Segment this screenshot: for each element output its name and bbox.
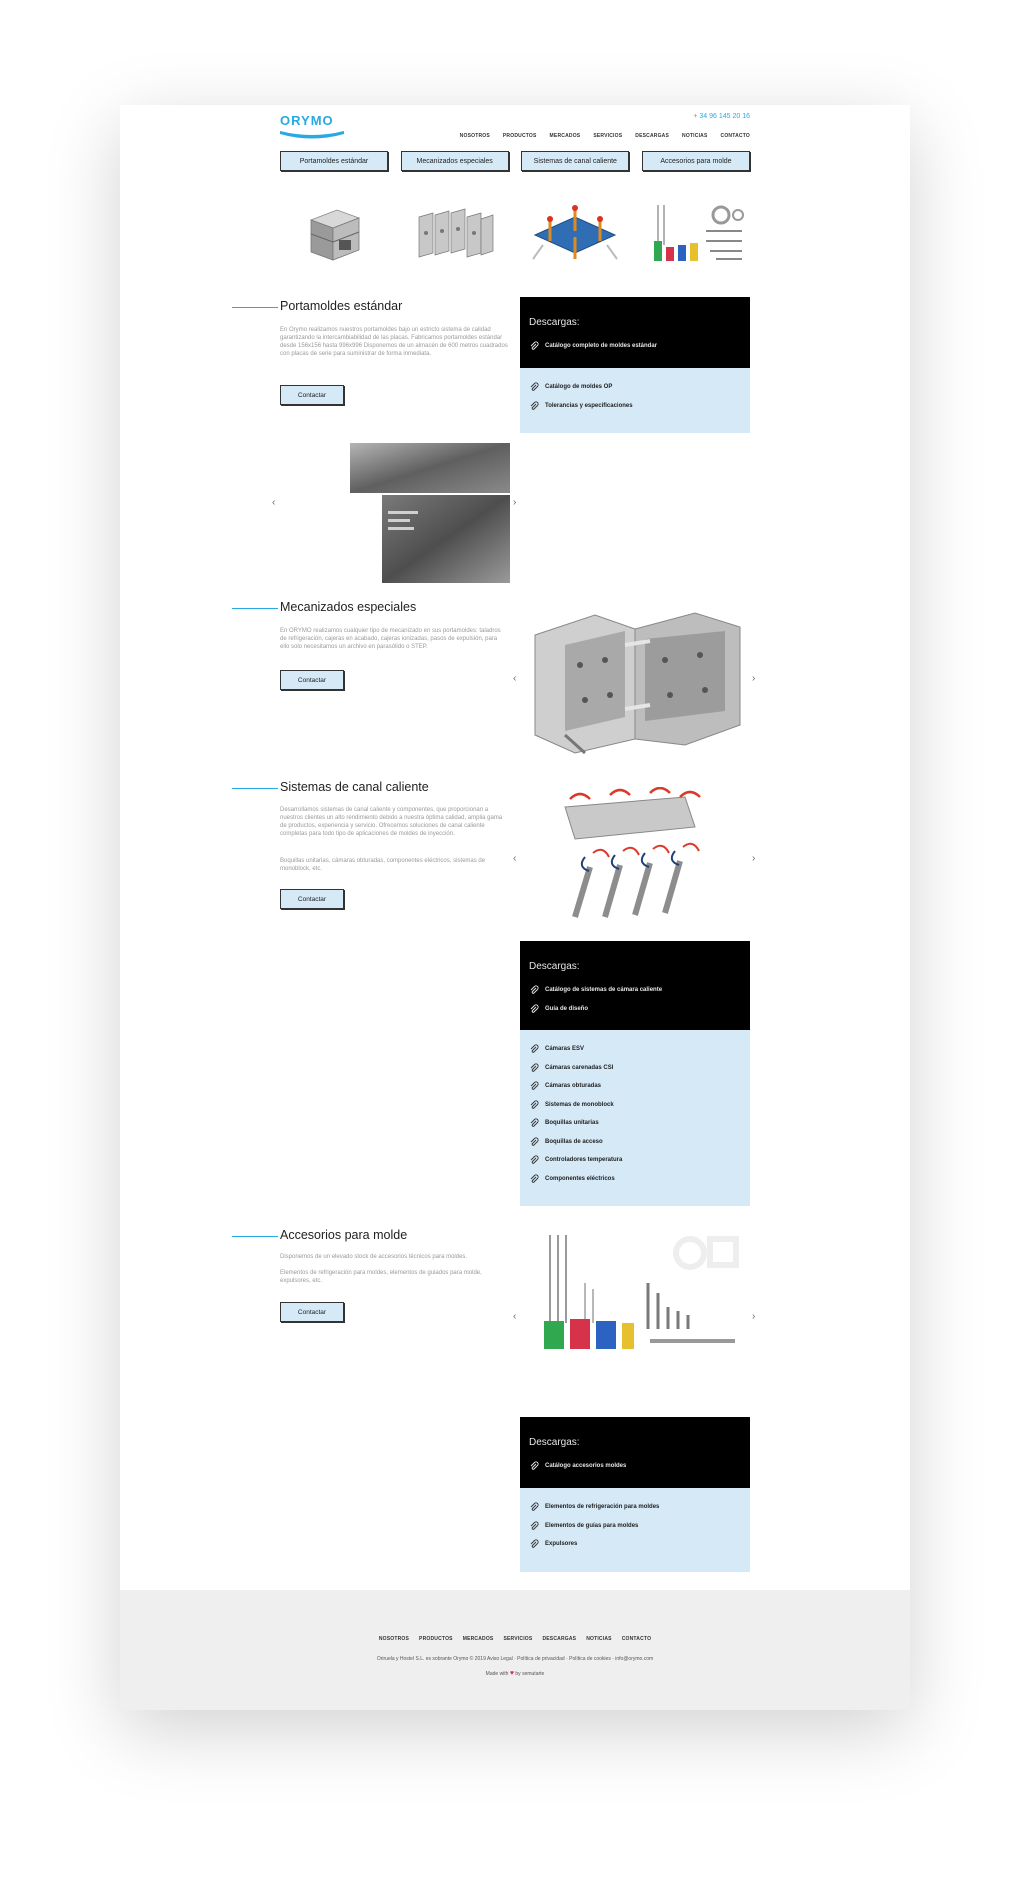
open-mold-image bbox=[525, 605, 750, 755]
downloads-box-portamoldes bbox=[520, 297, 750, 433]
category-button-accesorios[interactable]: Accesorios para molde bbox=[642, 151, 750, 171]
paperclip-icon bbox=[529, 382, 539, 392]
nav-servicios[interactable]: SERVICIOS bbox=[593, 133, 623, 139]
download-link[interactable]: Expulsores bbox=[529, 1535, 740, 1554]
hot-runner-icon[interactable] bbox=[521, 193, 629, 273]
paperclip-icon bbox=[529, 1174, 539, 1184]
contact-button-mecanizados[interactable]: Contactar bbox=[280, 670, 344, 690]
section-text-canal: Desarrollamos sistemas de canal caliente y componentes, que proporcionan a nuestros clientes un alto rendimiento debido a nuestra óptima calidad, amplia gama de productos, experiencia y servicio. Ofrecemos soluciones de canal caliente completas para todo tipo de aplicaciones de moldes de inyección. bbox=[280, 807, 503, 837]
contact-button-portamoldes[interactable]: Contactar bbox=[280, 385, 344, 405]
steel-plate-image bbox=[350, 443, 510, 583]
made-with-text: Made with bbox=[485, 1671, 509, 1677]
accessories-image bbox=[530, 1233, 745, 1353]
category-buttons bbox=[280, 151, 750, 171]
category-images bbox=[280, 193, 750, 273]
nav-contacto[interactable]: CONTACTO bbox=[720, 133, 750, 139]
paperclip-icon bbox=[529, 1063, 539, 1073]
footer-credits bbox=[120, 1670, 910, 1677]
footer-nav-mercados[interactable]: MERCADOS bbox=[462, 1636, 494, 1642]
section-line bbox=[232, 608, 278, 609]
footer-legal[interactable]: Oriruela y Hostel S.L. es sobrante Orymo © 2019 Aviso Legal · Política de privacidad · Política de cookies · info@orymo.com bbox=[376, 1656, 654, 1662]
download-link[interactable]: Componentes eléctricos bbox=[529, 1170, 740, 1189]
footer-nav-noticias[interactable]: NOTICIAS bbox=[586, 1636, 612, 1642]
phone-number[interactable]: + 34 96 145 20 16 bbox=[693, 113, 750, 120]
nav-nosotros[interactable]: NOSOTROS bbox=[459, 133, 490, 139]
download-link[interactable]: Tolerancias y especificaciones bbox=[529, 397, 740, 416]
section-line bbox=[232, 307, 278, 308]
paperclip-icon bbox=[529, 341, 539, 351]
download-link[interactable]: Controladores temperatura bbox=[529, 1151, 740, 1170]
category-button-canal[interactable]: Sistemas de canal caliente bbox=[521, 151, 629, 171]
download-link[interactable]: Guía de diseño bbox=[529, 1000, 740, 1019]
orymo-logo[interactable] bbox=[280, 113, 344, 145]
paperclip-icon bbox=[529, 1155, 539, 1165]
download-link[interactable]: Cámaras ESV bbox=[529, 1040, 740, 1059]
category-button-portamoldes[interactable]: Portamoldes estándar bbox=[280, 151, 388, 171]
paperclip-icon bbox=[529, 985, 539, 995]
section-text2-accesorios: Elementos de refrigeración para moldes, elementos de guiados para molde, expulsores, etc. bbox=[280, 1270, 482, 1284]
heart-icon: ♥ bbox=[509, 1670, 515, 1677]
download-link[interactable]: Elementos de refrigeración para moldes bbox=[529, 1498, 740, 1517]
footer-nav-servicios[interactable]: SERVICIOS bbox=[503, 1636, 533, 1642]
download-link[interactable]: Catálogo accesorios moldes bbox=[529, 1457, 740, 1476]
nav-noticias[interactable]: NOTICIAS bbox=[682, 133, 708, 139]
download-link[interactable]: Boquillas de acceso bbox=[529, 1133, 740, 1152]
contact-button-canal[interactable]: Contactar bbox=[280, 889, 344, 909]
footer-nav bbox=[120, 1636, 910, 1642]
download-link[interactable]: Catálogo de moldes OP bbox=[529, 378, 740, 397]
nav-productos[interactable]: PRODUCTOS bbox=[502, 133, 537, 139]
download-link[interactable]: Cámaras carenadas CSI bbox=[529, 1059, 740, 1078]
carousel-prev-arrow[interactable]: ‹ bbox=[272, 497, 276, 508]
download-link[interactable]: Elementos de guías para moldes bbox=[529, 1517, 740, 1536]
download-link[interactable]: Catálogo completo de moldes estándar bbox=[529, 337, 740, 356]
section-text-accesorios: Disponemos de un elevado stock de accesorios técnicos para moldes. bbox=[280, 1254, 468, 1260]
contact-button-accesorios[interactable]: Contactar bbox=[280, 1302, 344, 1322]
downloads-title: Descargas: bbox=[529, 1437, 580, 1448]
section-title-accesorios: Accesorios para molde bbox=[280, 1228, 408, 1242]
nav-descargas[interactable]: DESCARGAS bbox=[635, 133, 670, 139]
carousel-next-arrow[interactable]: › bbox=[752, 1311, 756, 1322]
section-title-mecanizados: Mecanizados especiales bbox=[280, 600, 417, 614]
section-text-mecanizados: En ORYMO realizamos cualquier tipo de mecanizado en sus portamoldes: taladros de refrigeración, cajeras en acabado, cajeras ionizadas, pasos de expulsión, para ello solo necesitamos un archivo en parasólido o STEP. bbox=[280, 628, 501, 650]
hot-runner-image bbox=[535, 787, 735, 927]
category-button-mecanizados[interactable]: Mecanizados especiales bbox=[401, 151, 509, 171]
carousel-prev-arrow[interactable]: ‹ bbox=[513, 1311, 517, 1322]
logo-text: ORYMO bbox=[280, 113, 334, 128]
mold-accessories-icon[interactable] bbox=[642, 193, 750, 273]
carousel-prev-arrow[interactable]: ‹ bbox=[513, 673, 517, 684]
paperclip-icon bbox=[529, 1461, 539, 1471]
carousel-prev-arrow[interactable]: ‹ bbox=[513, 853, 517, 864]
downloads-box-accesorios bbox=[520, 1417, 750, 1572]
downloads-title: Descargas: bbox=[529, 317, 580, 328]
footer-nav-productos[interactable]: PRODUCTOS bbox=[419, 1636, 453, 1642]
paperclip-icon bbox=[529, 1521, 539, 1531]
paperclip-icon bbox=[529, 1004, 539, 1014]
section-text-portamoldes: En Orymo realizamos nuestros portamoldes bajo un estricto sistema de calidad garantizando la intercambiabilidad de las placas. Fabricamos portamoldes estándar desde 156x156 hasta 996x996 Disponemos de un almacén de 600 metros cuadrados con placas de serie para suministrar de forma inmediata. bbox=[280, 327, 508, 357]
paperclip-icon bbox=[529, 1539, 539, 1549]
main-nav bbox=[460, 133, 750, 139]
downloads-title: Descargas: bbox=[529, 961, 580, 972]
carousel-next-arrow[interactable]: › bbox=[752, 673, 756, 684]
nav-mercados[interactable]: MERCADOS bbox=[549, 133, 581, 139]
mold-base-icon[interactable] bbox=[280, 193, 388, 273]
download-link[interactable]: Boquillas unitarias bbox=[529, 1114, 740, 1133]
page bbox=[120, 105, 910, 1710]
section-line bbox=[232, 788, 278, 789]
footer-nav-contacto[interactable]: CONTACTO bbox=[621, 1636, 652, 1642]
logo-swoosh-icon bbox=[280, 129, 344, 141]
machined-plates-icon[interactable] bbox=[401, 193, 509, 273]
paperclip-icon bbox=[529, 1044, 539, 1054]
download-link[interactable]: Catálogo de sistemas de cámara caliente bbox=[529, 981, 740, 1000]
section-text2-canal: Boquillas unitarias, cámaras obturadas, componentes eléctricos, sistemas de monoblock, etc. bbox=[280, 858, 486, 872]
download-link[interactable]: Cámaras obturadas bbox=[529, 1077, 740, 1096]
paperclip-icon bbox=[529, 1081, 539, 1091]
carousel-next-arrow[interactable]: › bbox=[513, 497, 517, 508]
section-line bbox=[232, 1236, 278, 1237]
downloads-box-canal bbox=[520, 941, 750, 1206]
paperclip-icon bbox=[529, 401, 539, 411]
footer-nav-descargas[interactable]: DESCARGAS bbox=[542, 1636, 577, 1642]
made-by-text[interactable]: by semutarte bbox=[515, 1671, 545, 1677]
paperclip-icon bbox=[529, 1502, 539, 1512]
section-title-portamoldes: Portamoldes estándar bbox=[280, 299, 403, 313]
paperclip-icon bbox=[529, 1118, 539, 1128]
download-link[interactable]: Sistemas de monoblock bbox=[529, 1096, 740, 1115]
paperclip-icon bbox=[529, 1100, 539, 1110]
footer-nav-nosotros[interactable]: NOSOTROS bbox=[378, 1636, 410, 1642]
carousel-next-arrow[interactable]: › bbox=[752, 853, 756, 864]
section-title-canal: Sistemas de canal caliente bbox=[280, 780, 429, 794]
footer bbox=[120, 1590, 910, 1710]
paperclip-icon bbox=[529, 1137, 539, 1147]
